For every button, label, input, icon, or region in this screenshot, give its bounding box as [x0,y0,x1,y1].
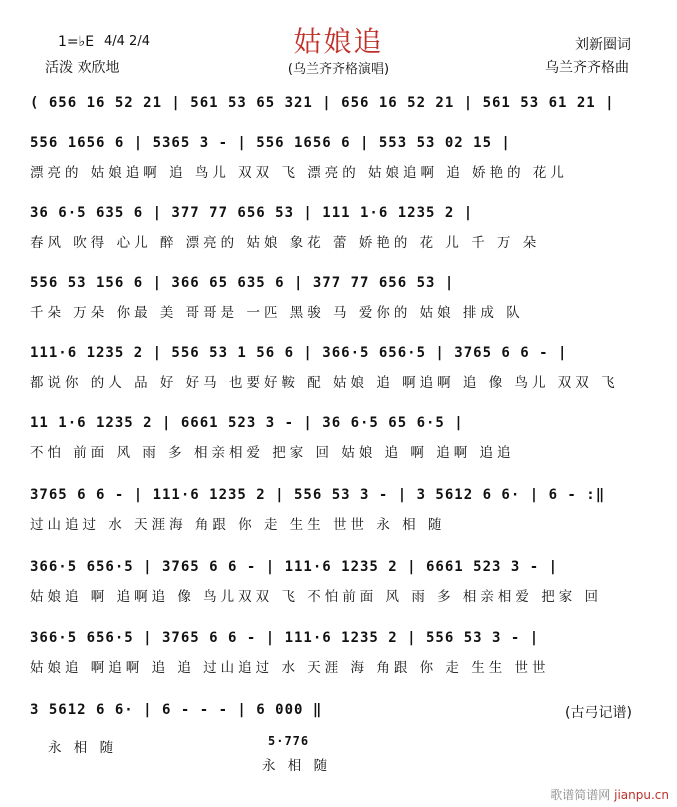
watermark-en: jianpu.cn [614,788,669,802]
watermark [550,786,669,803]
lyric-row: 都说你 的人 品 好 好马 也要好鞍 配 姑娘 追 啊追啊 追 像 鸟儿 双双 飞 [30,375,619,391]
notes-row: ( 656 16 52 21 | 561 53 65 321 | 656 16 52 21 | 561 53 61 21 | [30,95,615,111]
notes-row: 111·6 1235 2 | 556 53 1 56 6 | 366·5 656·5 | 3765 6 6 - | [30,345,568,361]
ending-notes: 5·776 [268,734,310,748]
performer: (乌兰齐齐格演唱) [287,62,390,77]
lyric-row: 姑娘追 啊 追啊追 像 鸟儿双双 飞 不怕前面 风 雨 多 相亲相爱 把家 回 [30,589,602,605]
notation-credit: (古弓记谱) [565,705,632,721]
watermark-cn: 歌谱简谱网 [550,788,611,802]
notes-row: 556 53 156 6 | 366 65 635 6 | 377 77 656 53 | [30,275,455,291]
notes-row: 36 6·5 635 6 | 377 77 656 53 | 111 1·6 1235 2 | [30,205,474,221]
notes-row: 366·5 656·5 | 3765 6 6 - | 111·6 1235 2 | 556 53 3 - | [30,630,540,646]
lyric-row: 春风 吹得 心儿 醉 漂亮的 姑娘 象花 蕾 娇艳的 花 儿 千 万 朵 [30,235,541,251]
key-signature: 1=♭E [58,34,95,50]
ending-lyric: 永 相 随 [262,758,332,774]
lyric-row: 姑娘追 啊追啊 追 追 过山追过 水 天涯 海 角跟 你 走 生生 世世 [30,660,550,676]
notes-row: 556 1656 6 | 5365 3 - | 556 1656 6 | 553 53 02 15 | [30,135,511,151]
lyricist: 刘新圈词 [575,37,631,53]
composer: 乌兰齐齐格曲 [545,60,629,76]
lyric-row: 不怕 前面 风 雨 多 相亲相爱 把家 回 姑娘 追 啊 追啊 追追 [30,445,515,461]
lyric-row: 千朵 万朵 你最 美 哥哥是 一匹 黑骏 马 爱你的 姑娘 排成 队 [30,305,524,321]
notes-row: 3765 6 6 - | 111·6 1235 2 | 556 53 3 - | 3 5612 6 6· | 6 - :‖ [30,487,606,503]
notes-row: 366·5 656·5 | 3765 6 6 - | 111·6 1235 2 | 6661 523 3 - | [30,559,559,575]
notes-row: 3 5612 6 6· | 6 - - - | 6 000 ‖ [30,702,323,718]
notes-row: 11 1·6 1235 2 | 6661 523 3 - | 36 6·5 65 6·5 | [30,415,464,431]
tempo-marking: 活泼 欢欣地 [45,60,120,76]
lyric-row: 过山追过 水 天涯海 角跟 你 走 生生 世世 永 相 随 [30,517,446,533]
lyric-row: 永 相 随 [48,740,118,756]
song-title: 姑娘追 [293,25,384,58]
lyric-row: 漂亮的 姑娘追啊 追 鸟儿 双双 飞 漂亮的 姑娘追啊 追 娇艳的 花儿 [30,165,568,181]
time-signature: 4/4 2/4 [104,34,150,49]
